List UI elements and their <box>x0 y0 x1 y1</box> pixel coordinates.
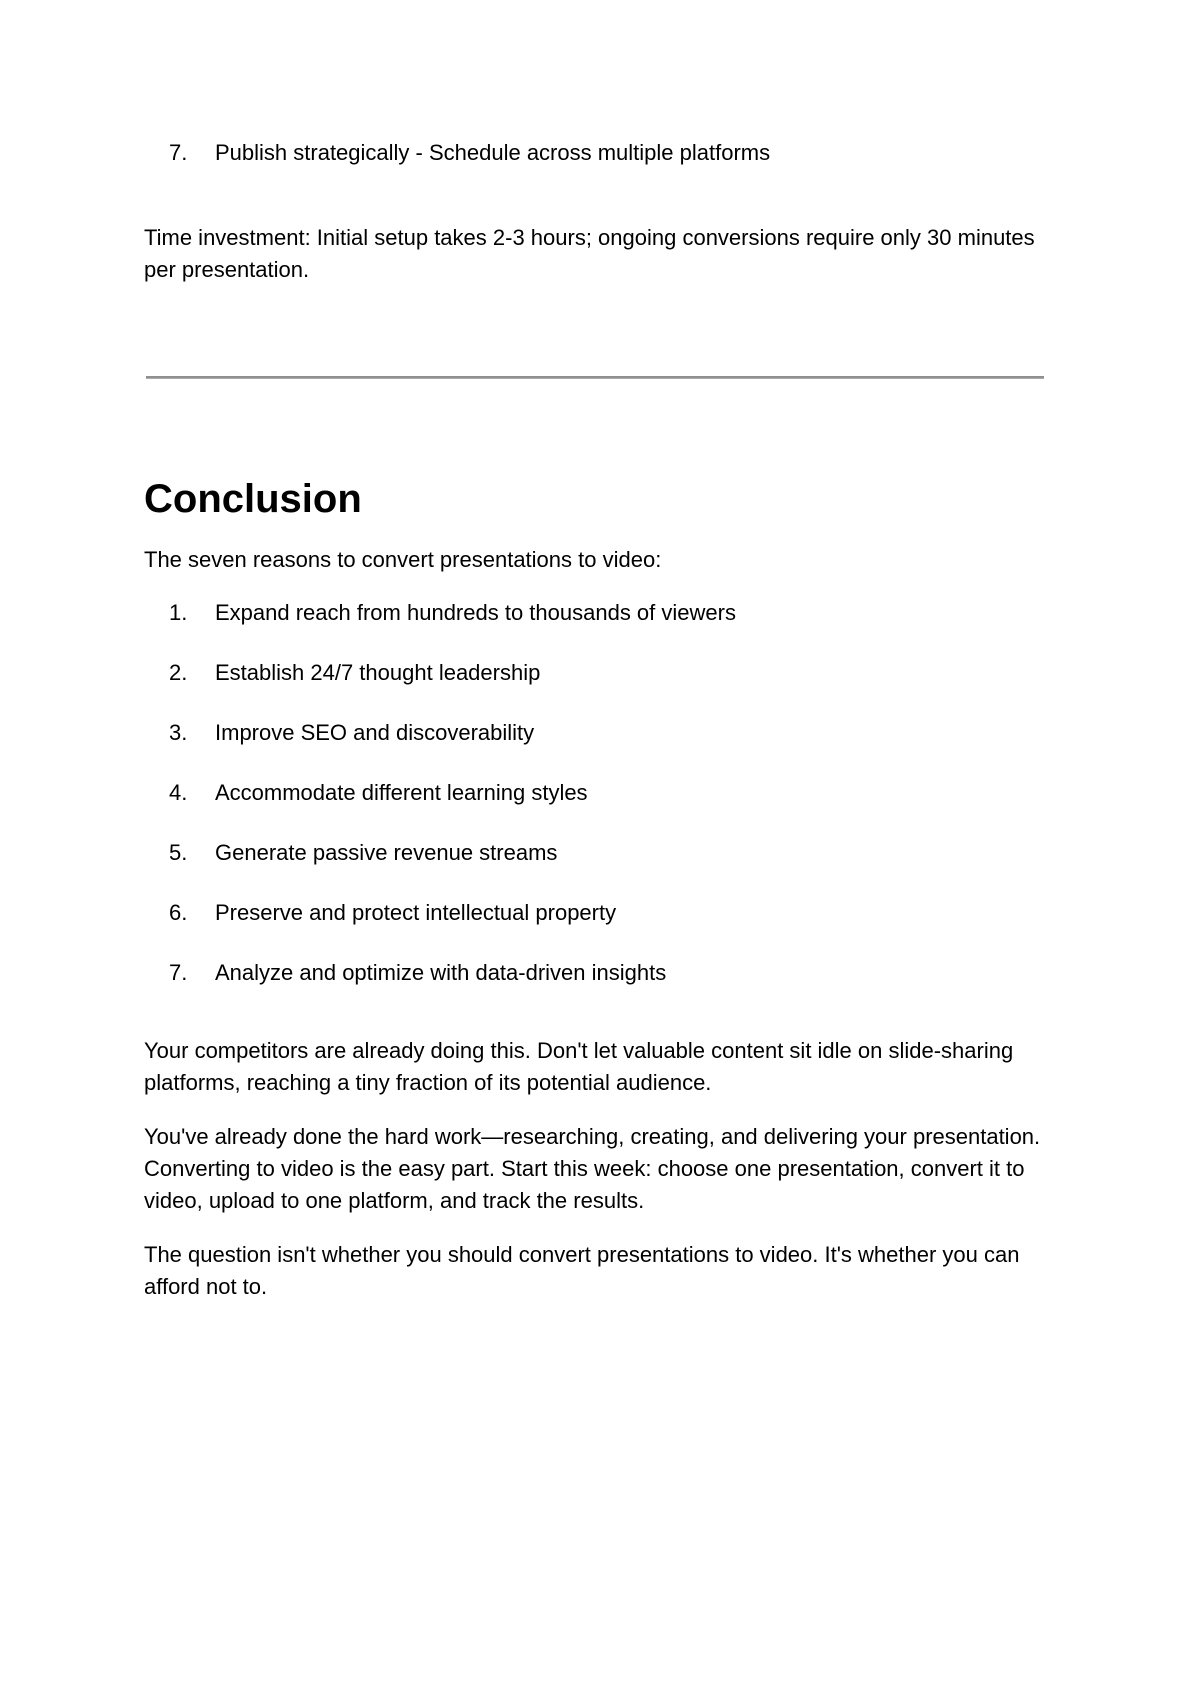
list-item-text: Establish 24/7 thought leadership <box>215 660 541 685</box>
list-item-number: 5. <box>169 840 188 865</box>
list-item-number: 7. <box>169 140 188 165</box>
list-item-number: 6. <box>169 900 188 925</box>
list-item <box>144 597 1044 629</box>
closing-paragraphs <box>144 1035 1044 1303</box>
list-item <box>144 137 1044 169</box>
list-item-text: Publish strategically - Schedule across multiple platforms <box>215 140 771 165</box>
list-item-text: Expand reach from hundreds to thousands of viewers <box>215 600 736 625</box>
list-item-number: 2. <box>169 660 188 685</box>
list-item-text: Analyze and optimize with data-driven insights <box>215 960 667 985</box>
list-item-text: Improve SEO and discoverability <box>215 720 535 745</box>
list-item-number: 3. <box>169 720 188 745</box>
conclusion-numbered-list <box>144 597 1044 989</box>
list-item <box>144 837 1044 869</box>
list-item <box>144 717 1044 749</box>
horizontal-divider <box>146 376 1044 379</box>
list-item-text: Accommodate different learning styles <box>215 780 588 805</box>
list-item-text: Generate passive revenue streams <box>215 840 558 865</box>
list-item <box>144 657 1044 689</box>
prior-numbered-list <box>144 137 1044 169</box>
list-item-number: 1. <box>169 600 188 625</box>
paragraph: The question isn't whether you should convert presentations to video. It's whether you can afford not to. <box>144 1242 1020 1299</box>
time-investment-paragraph: Time investment: Initial setup takes 2-3 hours; ongoing conversions require only 30 minutes per presentation. <box>144 225 1035 282</box>
conclusion-heading: Conclusion <box>144 477 362 521</box>
list-item-text: Preserve and protect intellectual property <box>215 900 617 925</box>
paragraph: Your competitors are already doing this. Don't let valuable content sit idle on slide-sharing platforms, reaching a tiny fraction of its potential audience. <box>144 1038 1014 1095</box>
conclusion-intro-paragraph: The seven reasons to convert presentations to video: <box>144 547 662 572</box>
list-item-number: 7. <box>169 960 188 985</box>
list-item-number: 4. <box>169 780 188 805</box>
paragraph: You've already done the hard work—researching, creating, and delivering your presentation. Converting to video is the easy part. Start this week: choose one presentation, convert it to video, upload to one platform, and track the results. <box>144 1124 1041 1213</box>
list-item <box>144 777 1044 809</box>
list-item <box>144 897 1044 929</box>
list-item <box>144 957 1044 989</box>
